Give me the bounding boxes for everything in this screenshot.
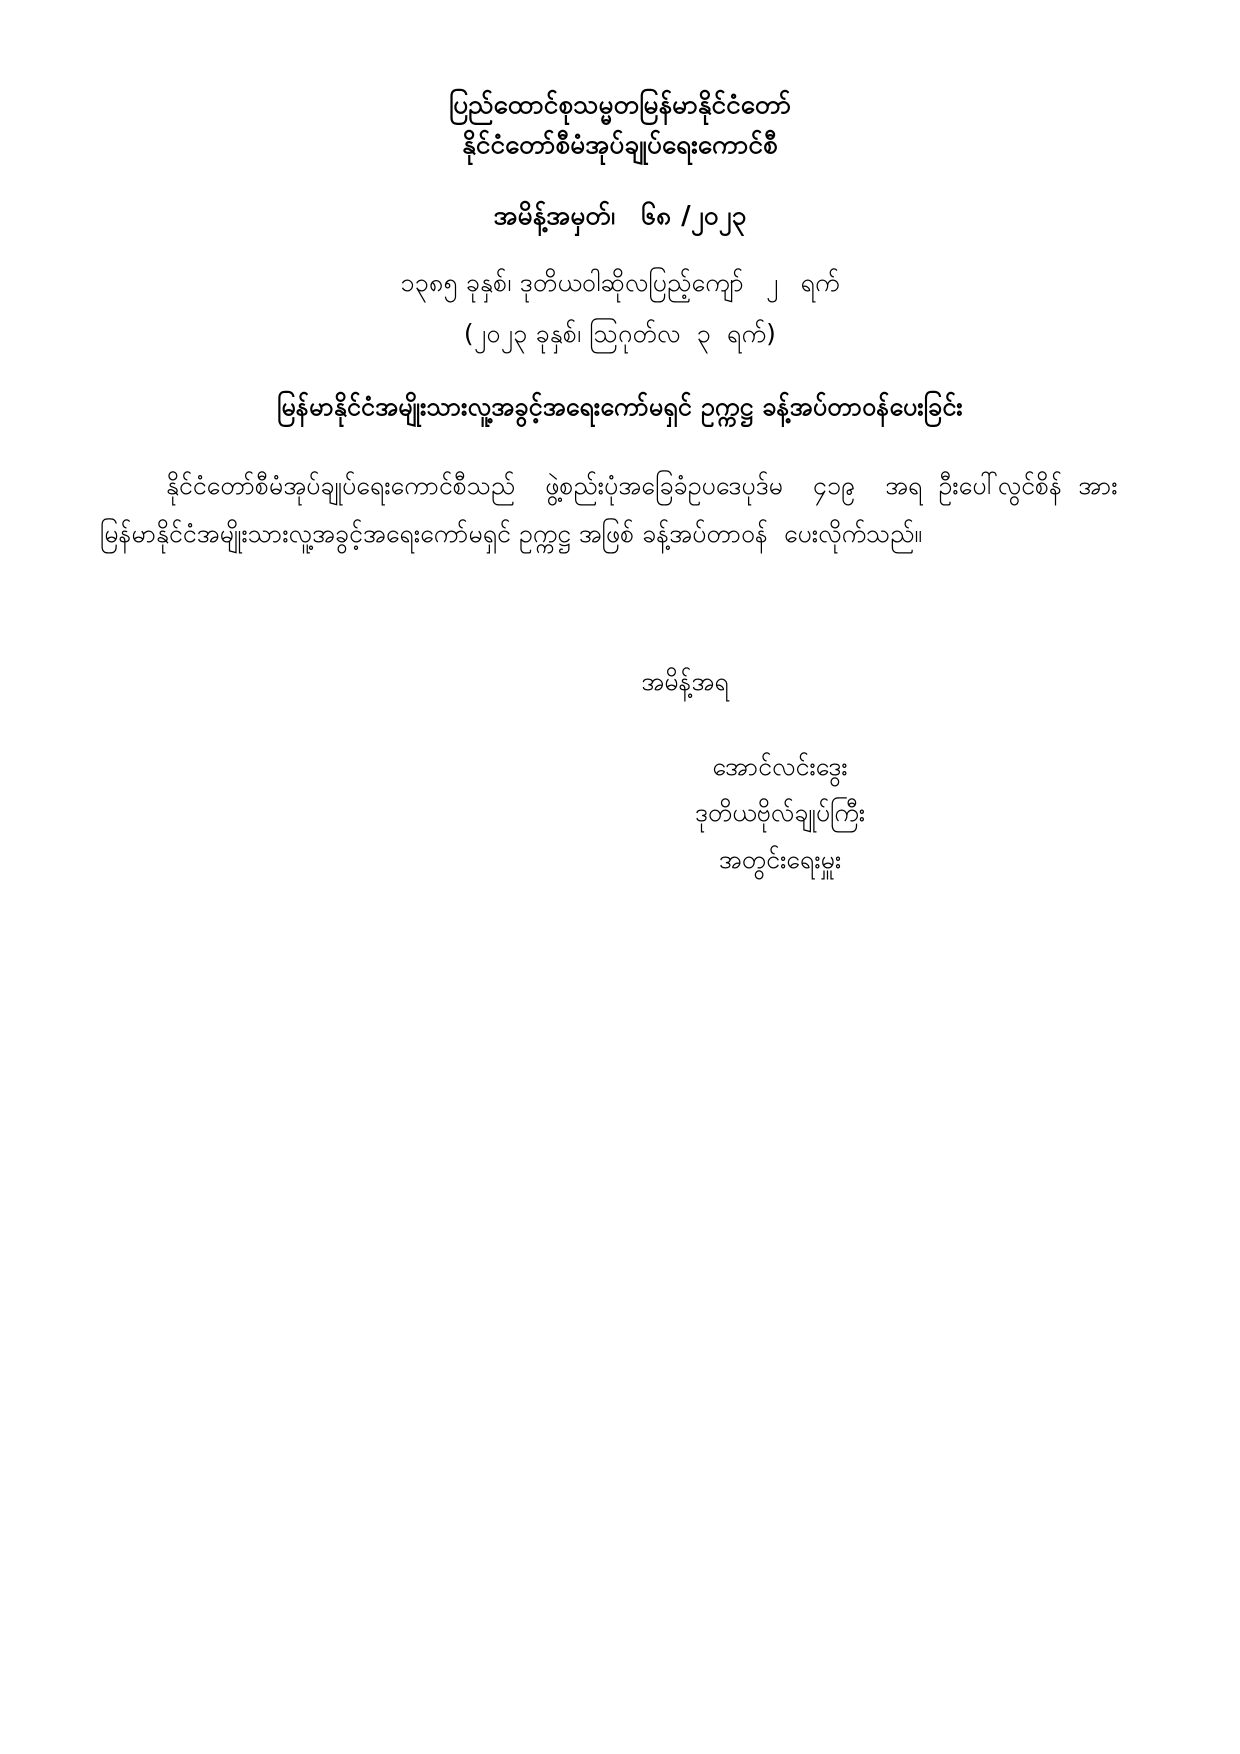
document-body [100, 462, 1140, 560]
signature-rank: ဒုတိယဗိုလ်ချုပ်ကြီး [694, 798, 866, 828]
organization-line-1: ပြည်ထောင်စုသမ္မတမြန်မာနိုင်ငံတော် [448, 90, 792, 120]
document-header [100, 85, 1140, 355]
body-constitution-section: ၄၁၉ [812, 470, 856, 500]
order-separator: / [681, 200, 691, 231]
signature-block [100, 659, 1140, 883]
body-appointee-name: ဦးပေါ်လွင်စိန် [938, 470, 1063, 500]
burmese-era-date-line [100, 267, 1140, 304]
body-part-4: အရ [885, 470, 923, 500]
burmese-era-date: ၁၃၈၅ ခုနှစ်၊ ဒုတိယဝါဆိုလပြည့်ကျော် [400, 267, 744, 297]
gregorian-day-unit: ရက်) [726, 318, 777, 348]
organization-line-2: နိုင်ငံတော်စီမံအုပ်ချုပ်ရေးကောင်စီ [462, 130, 778, 161]
burmese-era-day-unit: ရက် [800, 267, 840, 297]
gregorian-date: (၂၀၂၃ ခုနှစ်၊ သြဂုတ်လ [463, 318, 681, 348]
document-subject: မြန်မာနိုင်ငံအမျိုးသားလူ့အခွင့်အရေးကော်မရှင် ဥက္ကဋ္ဌ ခန့်အပ်တာဝန်ပေးခြင်း [277, 391, 963, 421]
order-label: အမိန့်အမှတ်၊ [493, 200, 616, 231]
order-number: ၆၈ [641, 200, 672, 231]
gregorian-date-line [100, 318, 1140, 355]
body-part-1: နိုင်ငံတော်စီမံအုပ်ချုပ်ရေးကောင်စီသည် [166, 470, 516, 500]
gregorian-day: ၃ [696, 318, 711, 348]
body-part-7: မြန်မာနိုင်ငံအမျိုးသားလူ့အခွင့်အရေးကော်မရှင် ဥက္ကဋ္ဌ အဖြစ် ခန့်အပ်တာဝန် [100, 519, 768, 549]
signature-by-order: အမိန့်အရ [641, 667, 729, 697]
burmese-era-day: ၂ [765, 267, 779, 297]
signature-name: အောင်လင်းဒွေး [712, 752, 848, 782]
order-number-line [100, 198, 1140, 237]
body-part-8: ပေးလိုက်သည်။ [783, 519, 922, 549]
signature-title: အတွင်းရေးမှူး [718, 844, 842, 874]
body-part-6: အား [1078, 470, 1118, 500]
body-part-2: ဖွဲ့စည်းပုံအခြေခံဥပဒေပုဒ်မ [545, 470, 783, 500]
order-year: ၂၀၂၃ [690, 200, 747, 231]
